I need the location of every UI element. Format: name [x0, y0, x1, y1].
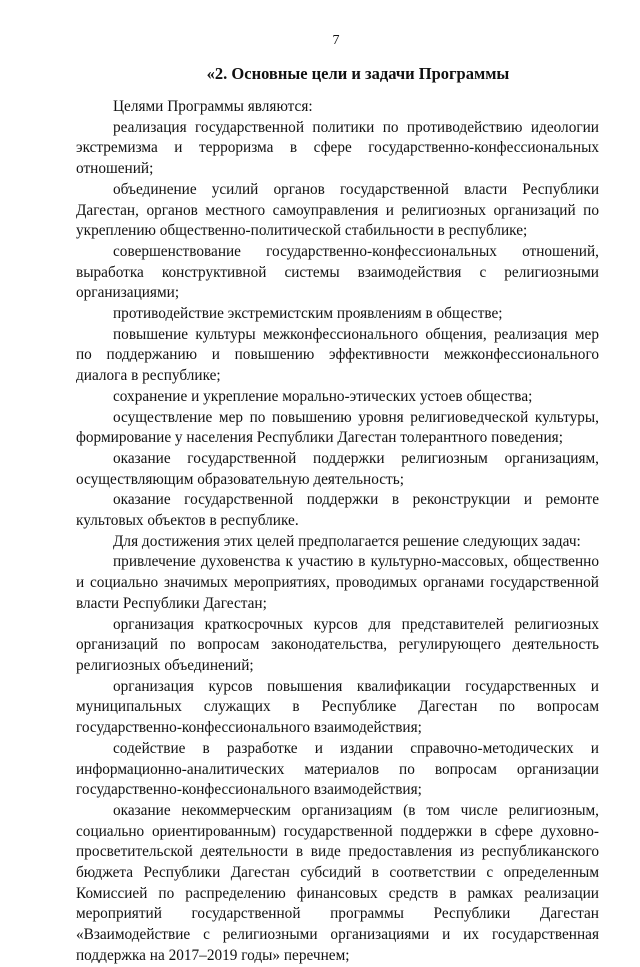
paragraph: содействие в разработке и издании справочно-методических и информационно-аналитических материалов по вопросам организации государственно-конфессионального взаимодействия; — [76, 739, 599, 799]
paragraph: повышение культуры межконфессионального общения, реализация мер по поддержанию и повышению эффективности межконфессионального диалога в республике; — [76, 325, 599, 385]
paragraph: организация курсов повышения квалификации государственных и муниципальных служащих в Республике Дагестан по вопросам государственно-конфессионального взаимодействия; — [76, 677, 599, 737]
paragraph: оказание государственной поддержки религиозным организациям, осуществляющим образовательную деятельность; — [76, 449, 599, 488]
paragraph: сохранение и укрепление морально-этических устоев общества; — [113, 387, 533, 405]
section-title: «2. Основные цели и задачи Программы — [206, 64, 510, 83]
paragraph: привлечение духовенства к участию в культурно-массовых, общественно и социально значимых мероприятиях, проводимых органами государственной власти Республики Дагестан; — [76, 553, 599, 612]
paragraph: реализация государственной политики по противодействию идеологии экстремизма и терроризма в сфере государственно-конфессиональных отношений; — [76, 118, 599, 178]
paragraph: оказание некоммерческим организациям (в том числе религиозным, социально ориентированным) государственной поддержки в сфере духовно-просветительской деятельности в виде предоставления из республиканского бюджета Республики Дагестан субсидий в соответствии с определенным Комиссией по распределению финансовых средств в рамках реализации мероприятий государственной программы Республики Дагестан «Взаимодействие с религиозными организациями и их государственная поддержка на 2017–2019 годы» перечнем; — [76, 801, 599, 964]
paragraph: осуществление мер по повышению уровня религиоведческой культуры, формирование у населения Республики Дагестан толерантного поведения; — [76, 408, 599, 447]
paragraph: Целями Программы являются: — [113, 98, 313, 115]
paragraph: объединение усилий органов государственной власти Республики Дагестан, органов местного самоуправления и религиозных организаций по укреплению общественно-политической стабильности в республике; — [76, 180, 599, 240]
page-number: 7 — [332, 33, 340, 48]
body-text — [76, 97, 599, 967]
paragraph: оказание государственной поддержки в реконструкции и ремонте культовых объектов в республике. — [76, 491, 599, 530]
paragraph: организация краткосрочных курсов для представителей религиозных организаций по вопросам законодательства, регулирующего деятельность религиозных объединений; — [76, 615, 599, 674]
paragraph: совершенствование государственно-конфессиональных отношений, выработка конструктивной системы взаимодействия с религиозными организациями; — [76, 242, 599, 302]
paragraph: Для достижения этих целей предполагается решение следующих задач: — [113, 532, 581, 550]
paragraph: противодействие экстремистским проявлениям в обществе; — [113, 305, 503, 323]
